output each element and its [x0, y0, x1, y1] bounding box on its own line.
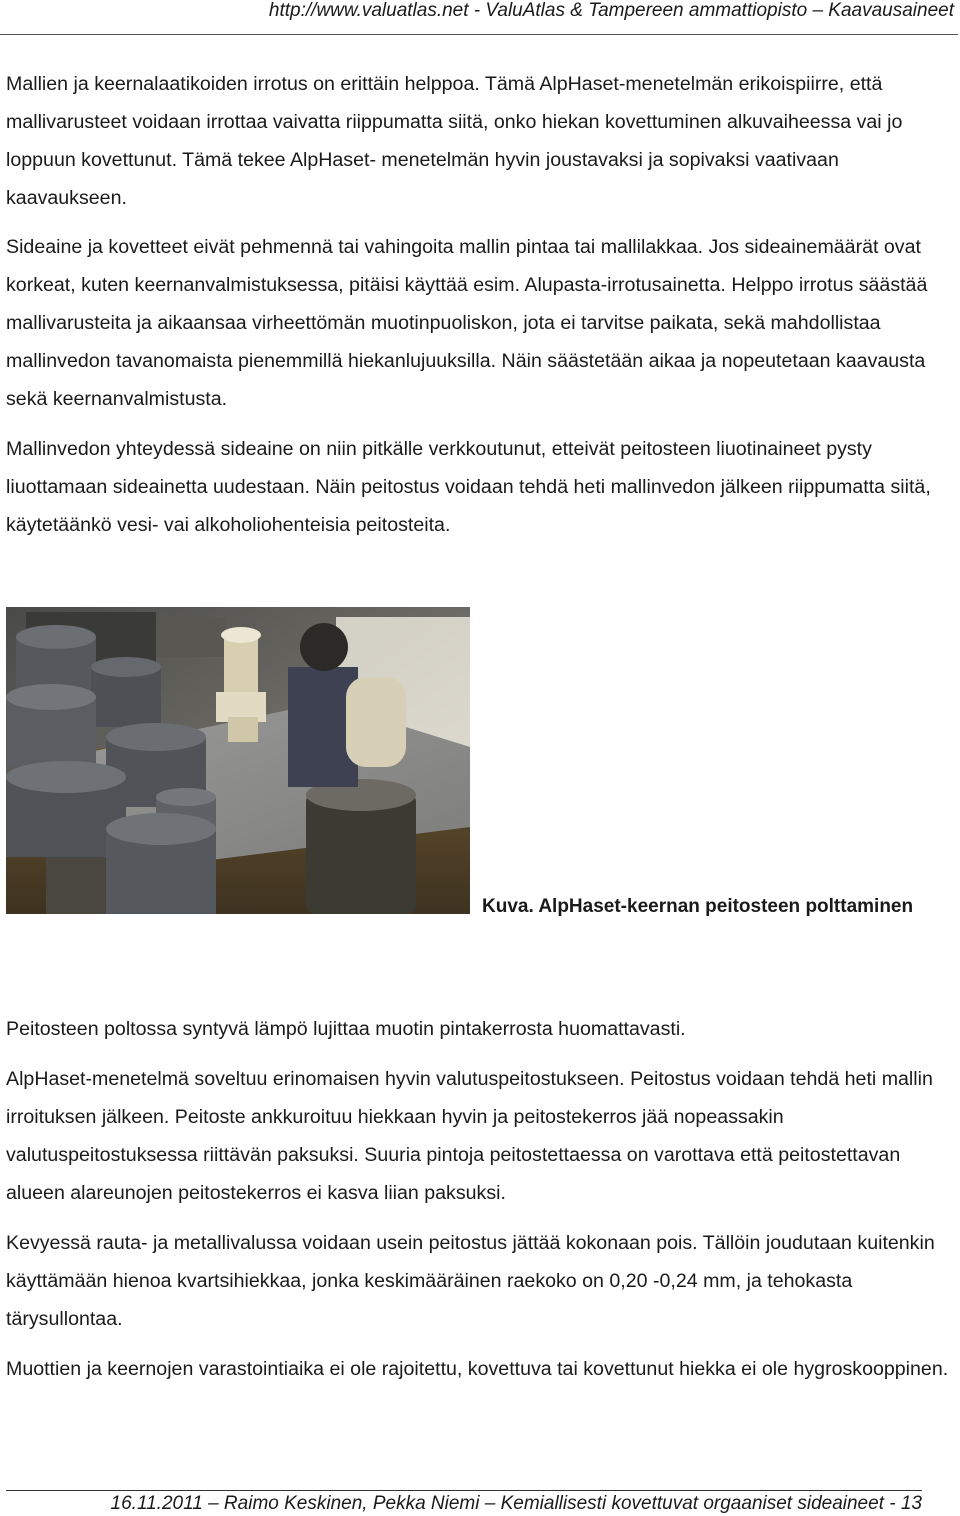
paragraph-coating-after-draw: Mallinvedon yhteydessä sideaine on niin pitkälle verkkoutunut, etteivät peitosteen liuotinaineet pysty liuottamaan sideainetta uudestaan. Näin peitostus voidaan tehdä heti mallinvedon jälkeen riippumatta siitä, käytetäänkö vesi- vai alkoholiohenteisia peitosteita.: [6, 438, 931, 536]
page-header: [0, 0, 958, 35]
paragraph-light-casting: Kevyessä rauta- ja metallivalussa voidaan usein peitostus jättää kokonaan pois. Tällöin joudutaan kuitenkin käyttämään hienoa kvartsihiekkaa, jonka keskimääräinen raekoko on 0,20 -0,24 mm, ja tehokasta tärysullontaa.: [6, 1232, 935, 1330]
footer-divider: [6, 1490, 922, 1491]
paragraph-coating-burn: Peitosteen poltossa syntyvä lämpö lujittaa muotin pintakerrosta huomattavasti.: [6, 1018, 686, 1040]
paragraph-storage-time: Muottien ja keernojen varastointiaika ei ole rajoitettu, kovettuva tai kovettunut hiekka ei ole hygroskooppinen.: [6, 1358, 949, 1380]
paragraph-coating-suitability: AlpHaset-menetelmä soveltuu erinomaisen hyvin valutuspeitostukseen. Peitostus voidaan tehdä heti mallin irroituksen jälkeen. Peitoste ankkuroituu hiekkaan hyvin ja peitostekerros jää nopeassakin valutuspeitostuksessa riittävän paksuksi. Suuria pintoja peitostettaessa on varottava että peitostettavan alueen alareunojen peitostekerros ei kasva liian paksuksi.: [6, 1068, 933, 1204]
page-footer: 16.11.2011 – Raimo Keskinen, Pekka Niemi – Kemiallisesti kovettuvat orgaaniset sideaineet - 13: [110, 1493, 922, 1514]
figure-caption: Kuva. AlpHaset-keernan peitosteen polttaminen: [482, 896, 914, 917]
header-source-text: http://www.valuatlas.net - ValuAtlas & Tampereen ammattiopisto – Kaavausaineet: [268, 0, 954, 21]
paragraph-pattern-release: Mallien ja keernalaatikoiden irrotus on erittäin helppoa. Tämä AlpHaset-menetelmän erikoispiirre, että mallivarusteet voidaan irrottaa vaivatta riippumatta siitä, onko hiekan kovettuminen alkuvaiheessa vai jo loppuun kovettunut. Tämä tekee AlpHaset- menetelmän hyvin joustavaksi ja sopivaksi vaativaan kaavaukseen.: [6, 73, 903, 209]
foundry-photo: [6, 607, 470, 914]
paragraph-binder-effects: Sideaine ja kovetteet eivät pehmennä tai vahingoita mallin pintaa tai mallilakkaa. Jos sideainemäärät ovat korkeat, kuten keernanvalmistuksessa, pitäisi käyttää esim. Alupasta-irrotusainetta. Helppo irrotus säästää mallivarusteita ja aikaansaa virheettömän muotinpuoliskon, jota ei tarvitse paikata, sekä mahdollistaa mallinvedon tavanomaista pienemmillä hiekanlujuuksilla. Näin säästetään aikaa ja nopeutetaan kaavausta sekä keernanvalmistusta.: [6, 236, 928, 410]
